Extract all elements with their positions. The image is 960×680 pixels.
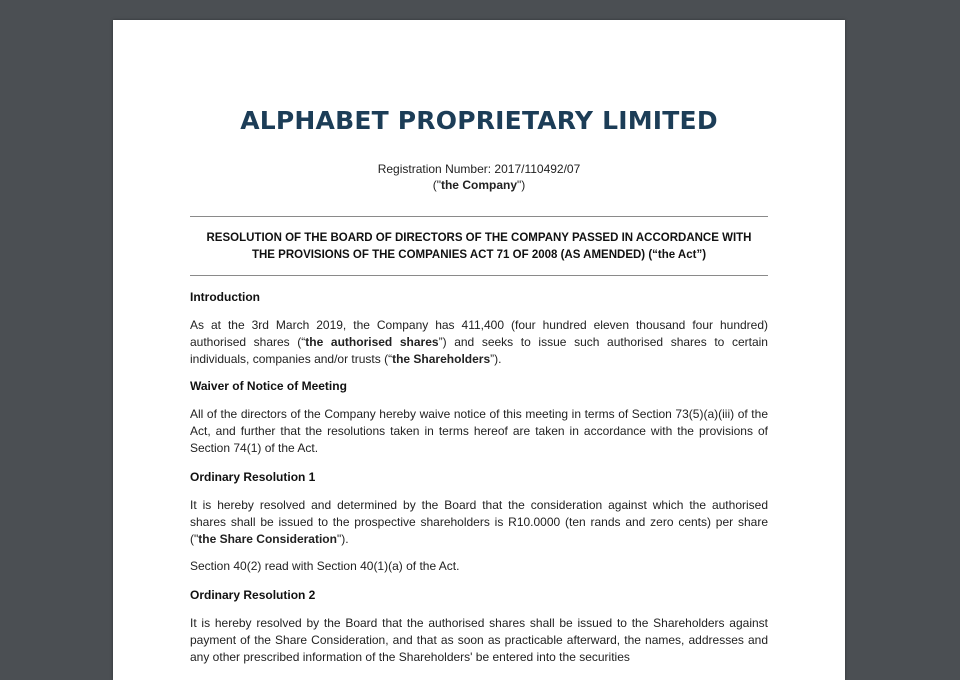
company-alias: the Company bbox=[440, 178, 517, 192]
ordinary-resolution-2-paragraph: It is hereby resolved by the Board that the authorised shares shall be issued to the Shareholders against payment of the Share Consideration, and that as soon as practicable afterward, the names, addresses and any other prescribed information of the Shareholders' be entered into the securities bbox=[190, 616, 768, 664]
intro-text-1: As at the 3rd March 2019, the Company has 411,400 (four hundred eleven thousand four hundred) authorised shares (“ bbox=[190, 318, 768, 349]
intro-bold-authorised-shares: the authorised shares bbox=[305, 335, 439, 349]
heading-ordinary-resolution-1: Ordinary Resolution 1 bbox=[190, 470, 316, 484]
document-page bbox=[113, 20, 845, 680]
waiver-paragraph: All of the directors of the Company hereby waive notice of this meeting in terms of Section 73(5)(a)(iii) of the Act, and further that the resolutions taken in terms hereof are taken in accordance with the provisions of Section 74(1) of the Act. bbox=[190, 407, 768, 455]
intro-bold-shareholders: the Shareholders bbox=[392, 352, 491, 366]
or1-text-2: "). bbox=[336, 532, 349, 546]
heading-ordinary-resolution-2: Ordinary Resolution 2 bbox=[190, 588, 316, 602]
alias-close: ") bbox=[517, 178, 526, 192]
resolution-line-1: RESOLUTION OF THE BOARD OF DIRECTORS OF THE COMPANY PASSED IN ACCORDANCE WITH bbox=[206, 232, 752, 244]
ordinary-resolution-1-reference: Section 40(2) read with Section 40(1)(a) of the Act. bbox=[190, 559, 460, 573]
ordinary-resolution-1-paragraph bbox=[190, 497, 768, 548]
or1-bold-share-consideration: the Share Consideration bbox=[198, 532, 337, 546]
company-alias-line bbox=[190, 177, 768, 193]
introduction-paragraph bbox=[190, 317, 768, 368]
intro-text-3: ”). bbox=[490, 352, 502, 366]
resolution-title bbox=[190, 230, 768, 264]
registration-number: Registration Number: 2017/110492/07 bbox=[377, 162, 581, 176]
divider-bottom bbox=[190, 275, 768, 276]
resolution-line-2: THE PROVISIONS OF THE COMPANIES ACT 71 OF 2008 (AS AMENDED) (“the Act”) bbox=[251, 249, 707, 261]
heading-introduction: Introduction bbox=[190, 290, 260, 304]
intro-text-2: ”) and seeks to issue such authorised shares to certain individuals, companies and/or trusts (“ bbox=[190, 335, 768, 366]
or1-text-1: It is hereby resolved and determined by the Board that the consideration against which the authorised shares shall be issued to the prospective shareholders is R10.0000 (ten rands and zero cents) per share (" bbox=[190, 498, 768, 546]
divider-top bbox=[190, 216, 768, 217]
company-title: ALPHABET PROPRIETARY LIMITED bbox=[240, 106, 718, 135]
alias-open: (" bbox=[432, 178, 441, 192]
registration-block bbox=[190, 161, 768, 193]
heading-waiver: Waiver of Notice of Meeting bbox=[190, 379, 347, 393]
